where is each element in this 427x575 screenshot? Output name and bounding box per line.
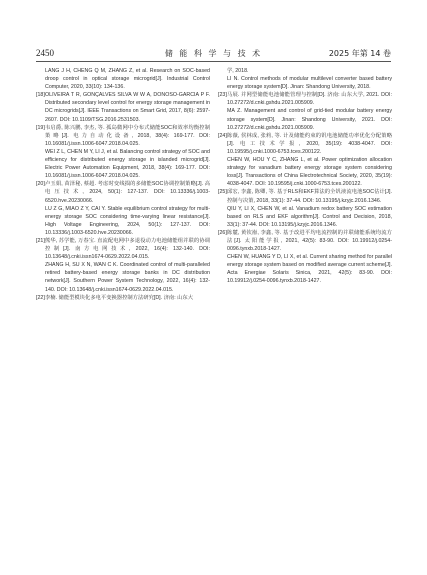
reference-entry: LU Z G, MIAO Z Y, CAI Y. Stable equilibrium control strategy for multi-energy storage SOC considering time-varying linear resistance[J]. High Voltage Engineering, 2024, 50(1): 127-137. DOI: 10.13336/j.1003-6520.hve.20230066.	[45, 205, 210, 236]
reference-entry: [21] 熊华, 苏学能, 万春宝. 直流配电网中多退役动力电池储能组并联的协调控制[J]. 南方电网技术, 2022, 16(4): 132-140. DOI: 10.13648/j.cnki.issn1674-0629.2022.04.015.	[36, 237, 210, 261]
reference-entry: QIU Y, LI X, CHEN W, et al. Vanadium redox battery SOC estimation based on RLS and EKF algorithm[J]. Control and Decision, 2018, 33(1): 37-44. DOI: 10.13195/j.kzyjc.2016.1346.	[227, 205, 392, 228]
reference-entry: [23] 马展. 并网型储能电池储能管理与控制[D]. 济南: 山东大学, 2021. DOI: 10.27272/d.cnki.gshdu.2021.005909.	[218, 92, 392, 107]
journal-title: 储 能 科 学 与 技 术	[164, 49, 263, 58]
right-column	[218, 67, 392, 286]
left-column	[36, 67, 210, 302]
reference-entry: MA Z. Management and control of grid-tied modular battery energy storage system[D]. Jinan: Shandong University, 2021. DOI: 10.27272/d.cnki.gshdu.2021.005909.	[227, 108, 392, 131]
reference-entry: [19] 韦启爵, 陈兴鹏, 李杰, 等. 孤岛微网中分布式储能SOC和效率均衡控制策略[J]. 电力自动化设备, 2018, 38(4): 169-177. DOI: 10.16081/j.issn.1006-6047.2018.04.025.	[36, 124, 210, 147]
reference-entry: [26] 陈麓, 黄钦嵛, 李鑫, 等. 基于改进平均电流控制的并联储能系统均流方法[J]. 太阳能学报, 2021, 42(5): 83-90. DOI: 10.19912/j.0254-0096.tynxb.2018-1427.	[218, 229, 392, 253]
reference-entry: [18] OLIVEIRA T R, GONÇALVES SILVA W W A, DONOSO-GARCIA P F. Distributed secondary level control for energy storage management in DC microgrids[J]. IEEE Transactions on Smart Grid, 2017, 8(6): 2597-2607. DOI: 10.1109/TSG.2016.2531503.	[36, 92, 210, 123]
page-header	[36, 48, 391, 62]
page-number: 2450	[36, 48, 54, 58]
reference-entry: [25] 邱宏, 李鑫, 陈卿, 等. 基于RLS和EKF算法的全钒液流电池SOC估计[J]. 控制与决策, 2018, 33(1): 37-44. DOI: 10.13195/j.kzyjc.2016.1346.	[218, 189, 392, 204]
reference-entry: [20] 卢玉娟, 苗泽秘, 蔡超. 考虑时变线损的多储能SOC协调控制策略[J]. 高电压技术, 2024, 50(1): 127-137. DOI: 10.13336/j.1003-6520.hve.20230066.	[36, 181, 210, 204]
reference-entry: LANG J H, CHENG Q M, ZHANG Z, et al. Research on SOC-based droop control in optical storage microgrid[J]. Industrial Control Computer, 2020, 33(10): 134-136.	[45, 68, 210, 91]
reference-entry: CHEN W, HOU Y C, ZHANG L, et al. Power optimization allocation strategy for vanadium battery energy storage system considering loss[J]. Transactions of China Electrotechnical Society, 2020, 35(19): 4038-4047. DOI: 10.19595/j.cnki.1000-6753.tces.200122.	[227, 157, 392, 188]
header-rule	[36, 61, 391, 62]
reference-entry: [24] 陈薇, 侯林成, 张莉, 等. 计及储能约束的钒电池储能功率优化分配策略[J]. 电工技术学报, 2020, 35(19): 4038-4047. DOI: 10.19595/j.cnki.1000-6753.tces.200122.	[218, 132, 392, 155]
reference-entry: [22] 李楠. 储能型模块化多电平变换器控制方法研究[D]. 济南: 山东大	[36, 294, 194, 301]
reference-entry: LI N. Control methods of modular multilevel converter based battery energy storage system[D]. Jinan: Shandong University, 2018.	[227, 76, 392, 91]
reference-entry: ZHANG H, SU X N, WAN C K. Coordinated control of multi-paralleled retired battery-based energy storage banks in DC distribution network[J]. Southern Power System Technology, 2022, 16(4): 132-140. DOI: 10.13648/j.cnki.issn1674-0629.2022.04.015.	[45, 262, 210, 293]
issue-label: 2025 年第 14 卷	[328, 49, 391, 58]
reference-entry: CHEN W, HUANG Y D, LI X, et al. Current sharing method for parallel energy storage system based on modified average current scheme[J]. Acta Energiae Solaris Sinica, 2021, 42(5): 83-90. DOI: 10.19912/j.0254-0096.tynxb.2018-1427.	[227, 254, 392, 285]
reference-entry: WEI Z L, CHEN M Y, LI J, et al. Balancing control strategy of SOC and efficiency for distributed energy storage in islanded microgrid[J]. Electric Power Automation Equipment, 2018, 38(4): 169-177. DOI: 10.16081/j.issn.1006-6047.2018.04.025.	[45, 148, 210, 180]
reference-entry: 学, 2018.	[227, 68, 249, 74]
